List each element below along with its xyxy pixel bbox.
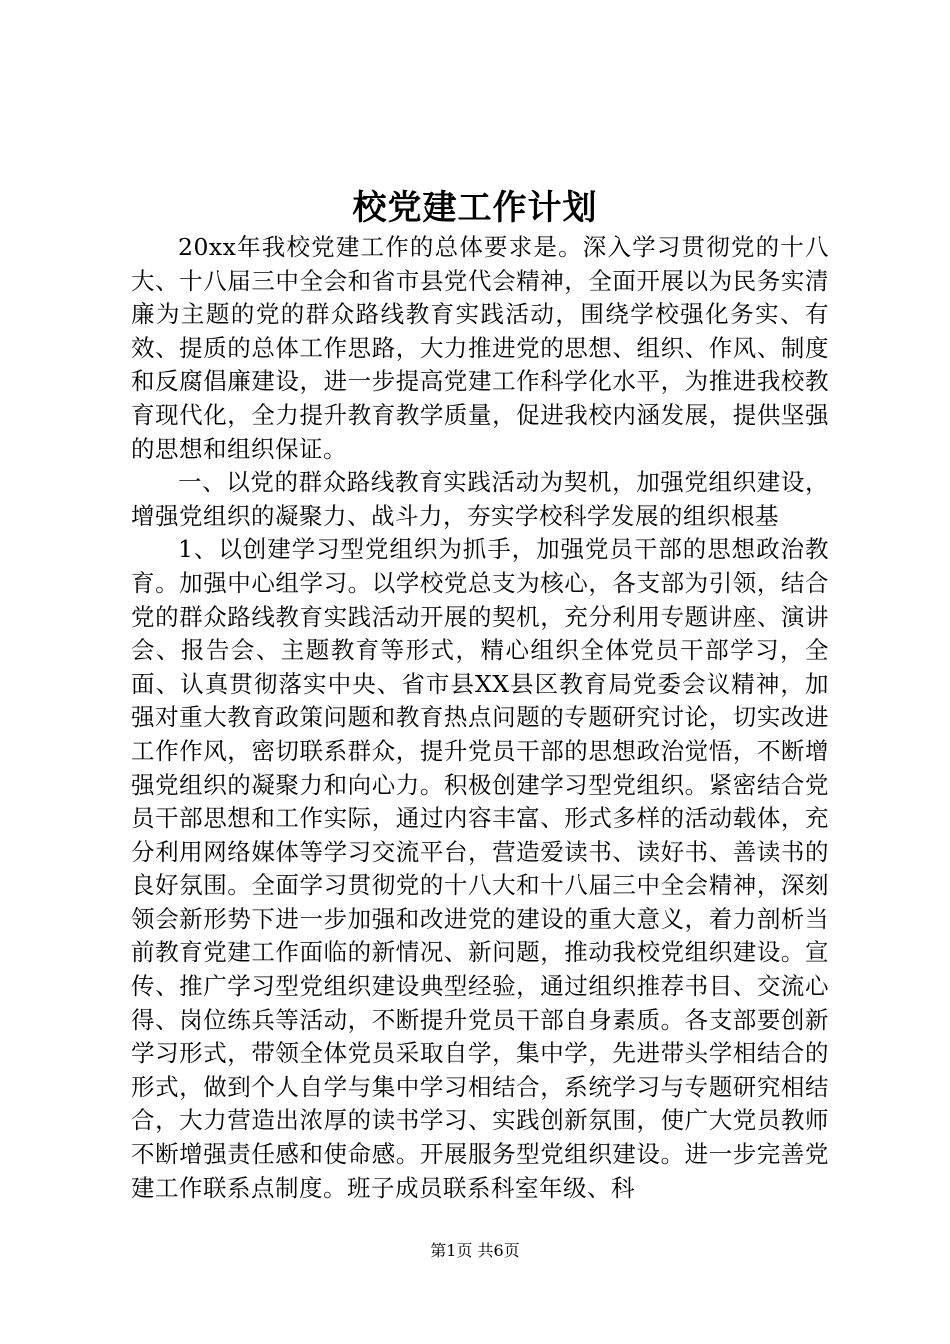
document-body <box>131 231 829 1205</box>
paragraph-intro: 20xx年我校党建工作的总体要求是。深入学习贯彻党的十八大、十八届三中全会和省市县党代会精神，全面开展以为民务实清廉为主题的党的群众路线教育实践活动，围绕学校强化务实、有效、提质的总体工作思路，大力推进党的思想、组织、作风、制度和反腐倡廉建设，进一步提高党建工作科学化水平，为推进我校教育现代化，全力提升教育教学质量，促进我校内涵发展，提供坚强的思想和组织保证。 <box>131 233 829 463</box>
paragraph-section-heading: 一、以党的群众路线教育实践活动为契机，加强党组织建设，增强党组织的凝聚力、战斗力，夯实学校科学发展的组织根基 <box>131 468 829 530</box>
paragraph-item-1: 1、以创建学习型党组织为抓手，加强党员干部的思想政治教育。加强中心组学习。以学校党总支为核心，各支部为引领，结合党的群众路线教育实践活动开展的契机，充分利用专题讲座、演讲会、报告会、主题教育等形式，精心组织全体党员干部学习，全面、认真贯彻落实中央、省市县XX县区教育局党委会议精神，加强对重大教育政策问题和教育热点问题的专题研究讨论，切实改进工作作风，密切联系群众，提升党员干部的思想政治觉悟，不断增强党组织的凝聚力和向心力。积极创建学习型党组织。紧密结合党员干部思想和工作实际，通过内容丰富、形式多样的活动载体，充分利用网络媒体等学习交流平台，营造爱读书、读好书、善读书的良好氛围。全面学习贯彻党的十八大和十八届三中全会精神，深刻领会新形势下进一步加强和改进党的建设的重大意义，着力剖析当前教育党建工作面临的新情况、新问题，推动我校党组织建设。宣传、推广学习型党组织建设典型经验，通过组织推荐书目、交流心得、岗位练兵等活动，不断提升党员干部自身素质。各支部要创新学习形式，带领全体党员采取自学，集中学，先进带头学相结合的形式，做到个人自学与集中学习相结合，系统学习与专题研究相结合，大力营造出浓厚的读书学习、实践创新氛围，使广大党员教师不断增强责任感和使命感。开展服务型党组织建设。进一步完善党建工作联系点制度。班子成员联系科室年级、科 <box>131 535 829 1202</box>
page-footer: 第1页 共6页 <box>430 1241 520 1260</box>
page-title: 校党建工作计划 <box>352 188 598 228</box>
